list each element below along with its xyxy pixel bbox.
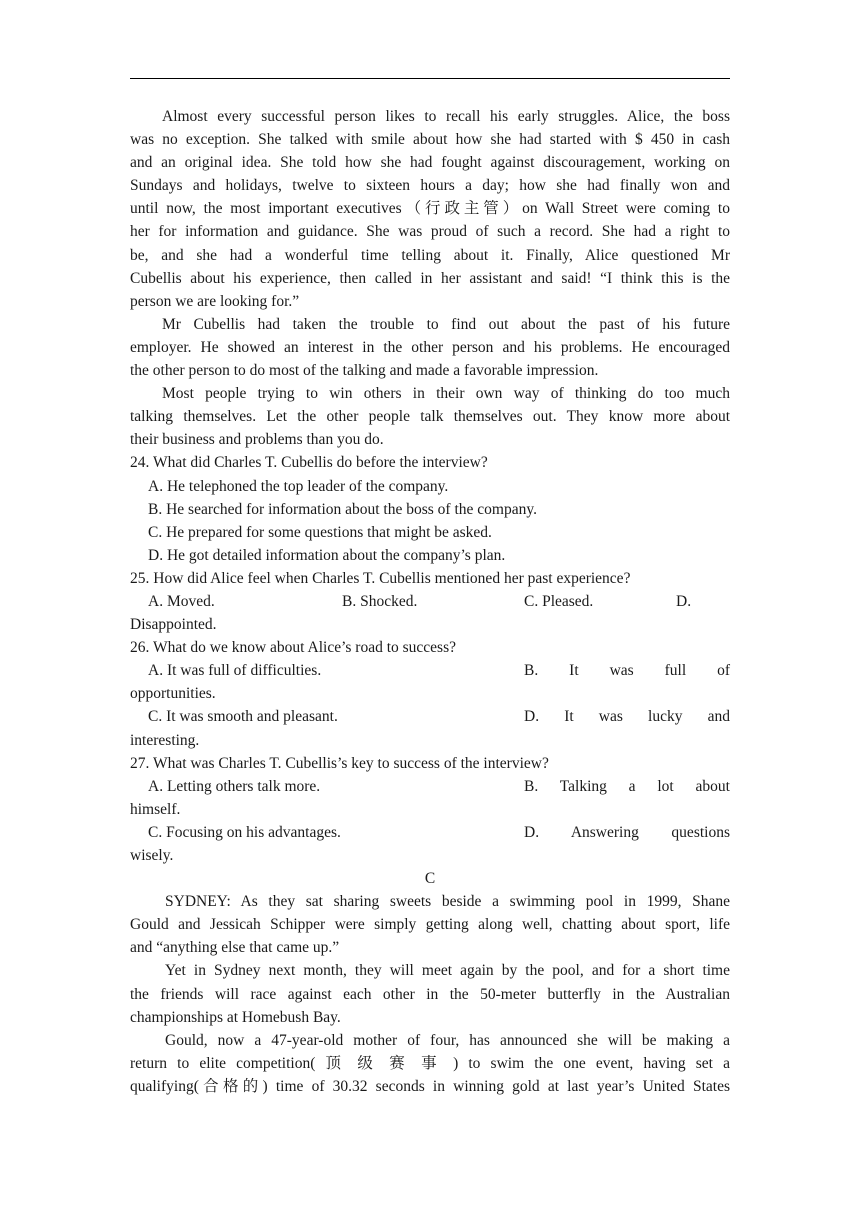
passage-b-line: employer. He showed an interest in the other person and his problems. He encouraged (130, 338, 730, 356)
question-25-option-c: C. Pleased. (524, 592, 594, 610)
question-27-option-b-cont: himself. (130, 800, 181, 818)
passage-b-line: and an original idea. She told how she had fought against discouragement, working on (130, 154, 730, 172)
question-24-stem: 24. What did Charles T. Cubellis do before the interview? (130, 454, 488, 472)
question-26-option-d: D. It was lucky and (524, 708, 730, 726)
passage-b-line: Most people trying to win others in their own way of thinking do too much (162, 385, 730, 403)
question-26-stem: 26. What do we know about Alice’s road to success? (130, 639, 456, 657)
question-25-option-d: D. (676, 592, 692, 610)
question-27-option-b: B. Talking a lot about (524, 777, 730, 795)
question-27-option-a: A. Letting others talk more. (148, 777, 321, 795)
question-24-option-a: A. He telephoned the top leader of the company. (148, 477, 449, 495)
document-body (130, 105, 730, 1098)
header-rule (130, 78, 730, 79)
passage-c-line: Gould and Jessicah Schipper were simply getting along well, chatting about sport, life (130, 916, 730, 934)
passage-b-line: her for information and guidance. She was proud of such a record. She had a right to (130, 223, 730, 241)
passage-c-line: Yet in Sydney next month, they will meet again by the pool, and for a short time (165, 962, 730, 980)
question-26-option-b-cont: opportunities. (130, 685, 216, 703)
passage-b-line: Sundays and holidays, twelve to sixteen hours a day; how she had finally won and (130, 177, 730, 195)
passage-b-line: was no exception. She talked with smile about how she had started with $ 450 in cash (130, 131, 730, 149)
question-25-stem: 25. How did Alice feel when Charles T. Cubellis mentioned her past experience? (130, 569, 631, 587)
question-26-option-a: A. It was full of difficulties. (148, 662, 322, 680)
question-27-stem: 27. What was Charles T. Cubellis’s key to success of the interview? (130, 754, 549, 772)
passage-b-line: until now, the most important executives（行政主管）on Wall Street were coming to (130, 200, 730, 218)
question-27-option-d: D. Answering questions (524, 823, 730, 841)
passage-b-line: Mr Cubellis had taken the trouble to find out about the past of his future (162, 315, 730, 333)
question-25-option-d-cont: Disappointed. (130, 616, 217, 634)
passage-c-line: and “anything else that came up.” (130, 939, 340, 957)
question-25-option-a: A. Moved. (148, 592, 215, 610)
passage-b-line: their business and problems than you do. (130, 431, 384, 449)
question-26-row-cd (130, 705, 730, 728)
question-27-option-d-cont: wisely. (130, 847, 174, 864)
passage-b-line: the other person to do most of the talking and made a favorable impression. (130, 362, 599, 380)
passage-c-line: the friends will race against each other in the 50-meter butterfly in the Australian (130, 985, 730, 1003)
question-27-option-c: C. Focusing on his advantages. (148, 823, 341, 841)
question-27-row-cd (130, 821, 730, 844)
question-24-option-b: B. He searched for information about the boss of the company. (148, 500, 537, 518)
question-25-option-b: B. Shocked. (342, 592, 418, 610)
question-27-row-ab (130, 775, 730, 798)
question-26-option-c: C. It was smooth and pleasant. (148, 708, 338, 726)
passage-c-line: Gould, now a 47-year-old mother of four, has announced she will be making a (165, 1031, 730, 1049)
passage-b-line: Almost every successful person likes to recall his early struggles. Alice, the boss (162, 108, 730, 125)
question-26-row-ab (130, 659, 730, 682)
passage-c-line: championships at Homebush Bay. (130, 1008, 341, 1026)
passage-b-line: talking themselves. Let the other people talk themselves out. They know more about (130, 408, 730, 426)
question-24-option-c: C. He prepared for some questions that might be asked. (148, 523, 492, 541)
passage-b-line: Cubellis about his experience, then called in her assistant and said! “I think this is the (130, 269, 730, 287)
passage-c-line: SYDNEY: As they sat sharing sweets beside a swimming pool in 1999, Shane (165, 893, 730, 911)
section-heading-c: C (424, 870, 436, 888)
passage-b-line: person we are looking for.” (130, 292, 300, 310)
passage-b-line: be, and she had a wonderful time telling about it. Finally, Alice questioned Mr (130, 246, 730, 264)
question-24-option-d: D. He got detailed information about the company’s plan. (148, 546, 506, 564)
question-26-option-d-cont: interesting. (130, 731, 200, 749)
passage-c-line: return to elite competition( 顶 级 赛 事 ) to swim the one event, having set a (130, 1054, 730, 1072)
question-25-options-row (130, 590, 730, 613)
passage-c-line: qualifying(合格的) time of 30.32 seconds in winning gold at last year’s United States (130, 1077, 730, 1095)
question-26-option-b: B. It was full of (524, 662, 730, 680)
